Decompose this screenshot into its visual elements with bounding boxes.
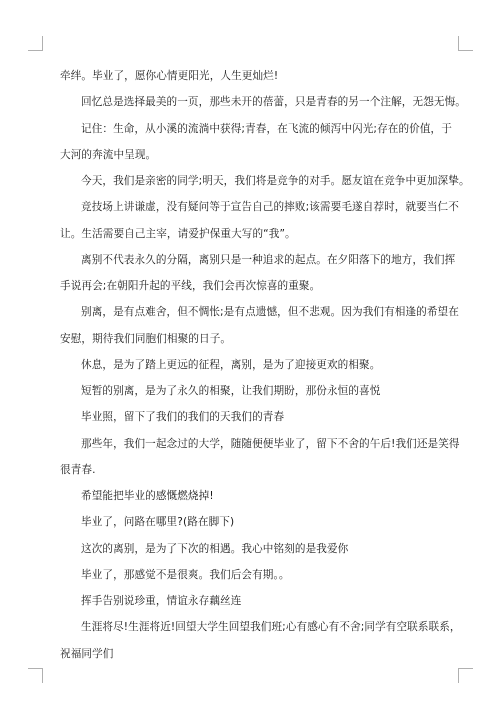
text-line: 休息，是为了踏上更远的征程，离别，是为了迎接更欢的相聚。 [81, 359, 381, 371]
crop-mark-top-right [458, 36, 473, 51]
text-line: 安慰，期待我们同胞们相聚的日子。 [60, 333, 232, 345]
text-line: 那些年，我们一起念过的大学，随随便便毕业了，留下不舍的午后!我们还是笑得 [81, 438, 460, 450]
text-line: 回忆总是选择最美的一页，那些未开的蓓蕾，只是青春的另一个注解，无怨无悔。 [81, 96, 466, 108]
text-line: 牵绊。毕业了，愿你心情更阳光，人生更灿烂! [60, 70, 279, 82]
crop-mark-bottom-left [28, 668, 43, 683]
text-line: 毕业了，问路在哪里?(路在脚下) [81, 516, 235, 528]
text-line: 祝福同学们 [60, 648, 114, 660]
text-line: 让。生活需要自己主宰，请爱护保重大写的“我”。 [60, 228, 296, 240]
text-line: 今天，我们是亲密的同学;明天，我们将是竞争的对手。愿友谊在竞争中更加深挚。 [81, 175, 470, 187]
text-line: 记住：生命，从小溪的流淌中获得;青春，在飞流的倾泻中闪光;存在的价值，于 [81, 123, 452, 135]
text-line: 大河的奔流中呈现。 [60, 149, 157, 161]
crop-mark-top-left [28, 36, 43, 51]
text-line: 很青春. [60, 464, 96, 476]
text-line: 挥手告别说珍重，情谊永存藕丝连 [81, 595, 242, 607]
text-line: 毕业了，那感觉不是很爽。我们后会有期。。 [81, 569, 290, 581]
text-line: 离别不代表永久的分隔，离别只是一种追求的起点。在夕阳落下的地方，我们挥 [81, 254, 456, 266]
text-line: 这次的离别，是为了下次的相遇。我心中铭刻的是我爱你 [81, 543, 349, 555]
text-line: 毕业照，留下了我们的我们的天我们的青春 [81, 411, 285, 423]
text-line: 生涯将尽!生涯将近!回望大学生回望我们班;心有感心有不舍;同学有空联系联系， [81, 621, 461, 633]
text-line: 短暂的别离，是为了永久的相聚，让我们期盼，那份永恒的喜悦 [81, 385, 381, 397]
text-line: 手说再会;在朝阳升起的平线，我们会再次惊喜的重聚。 [60, 280, 321, 292]
crop-mark-bottom-right [458, 668, 473, 683]
text-line: 别离，是有点难舍，但不惆怅;是有点遗憾，但不悲观。因为我们有相逢的希望在 [81, 306, 459, 318]
text-line: 希望能把毕业的感慨燃烧掉! [81, 490, 214, 502]
text-line: 竞技场上讲谦虚，没有疑问等于宣告自己的摔败;该需要毛遂自荐时，就要当仁不 [81, 201, 459, 213]
